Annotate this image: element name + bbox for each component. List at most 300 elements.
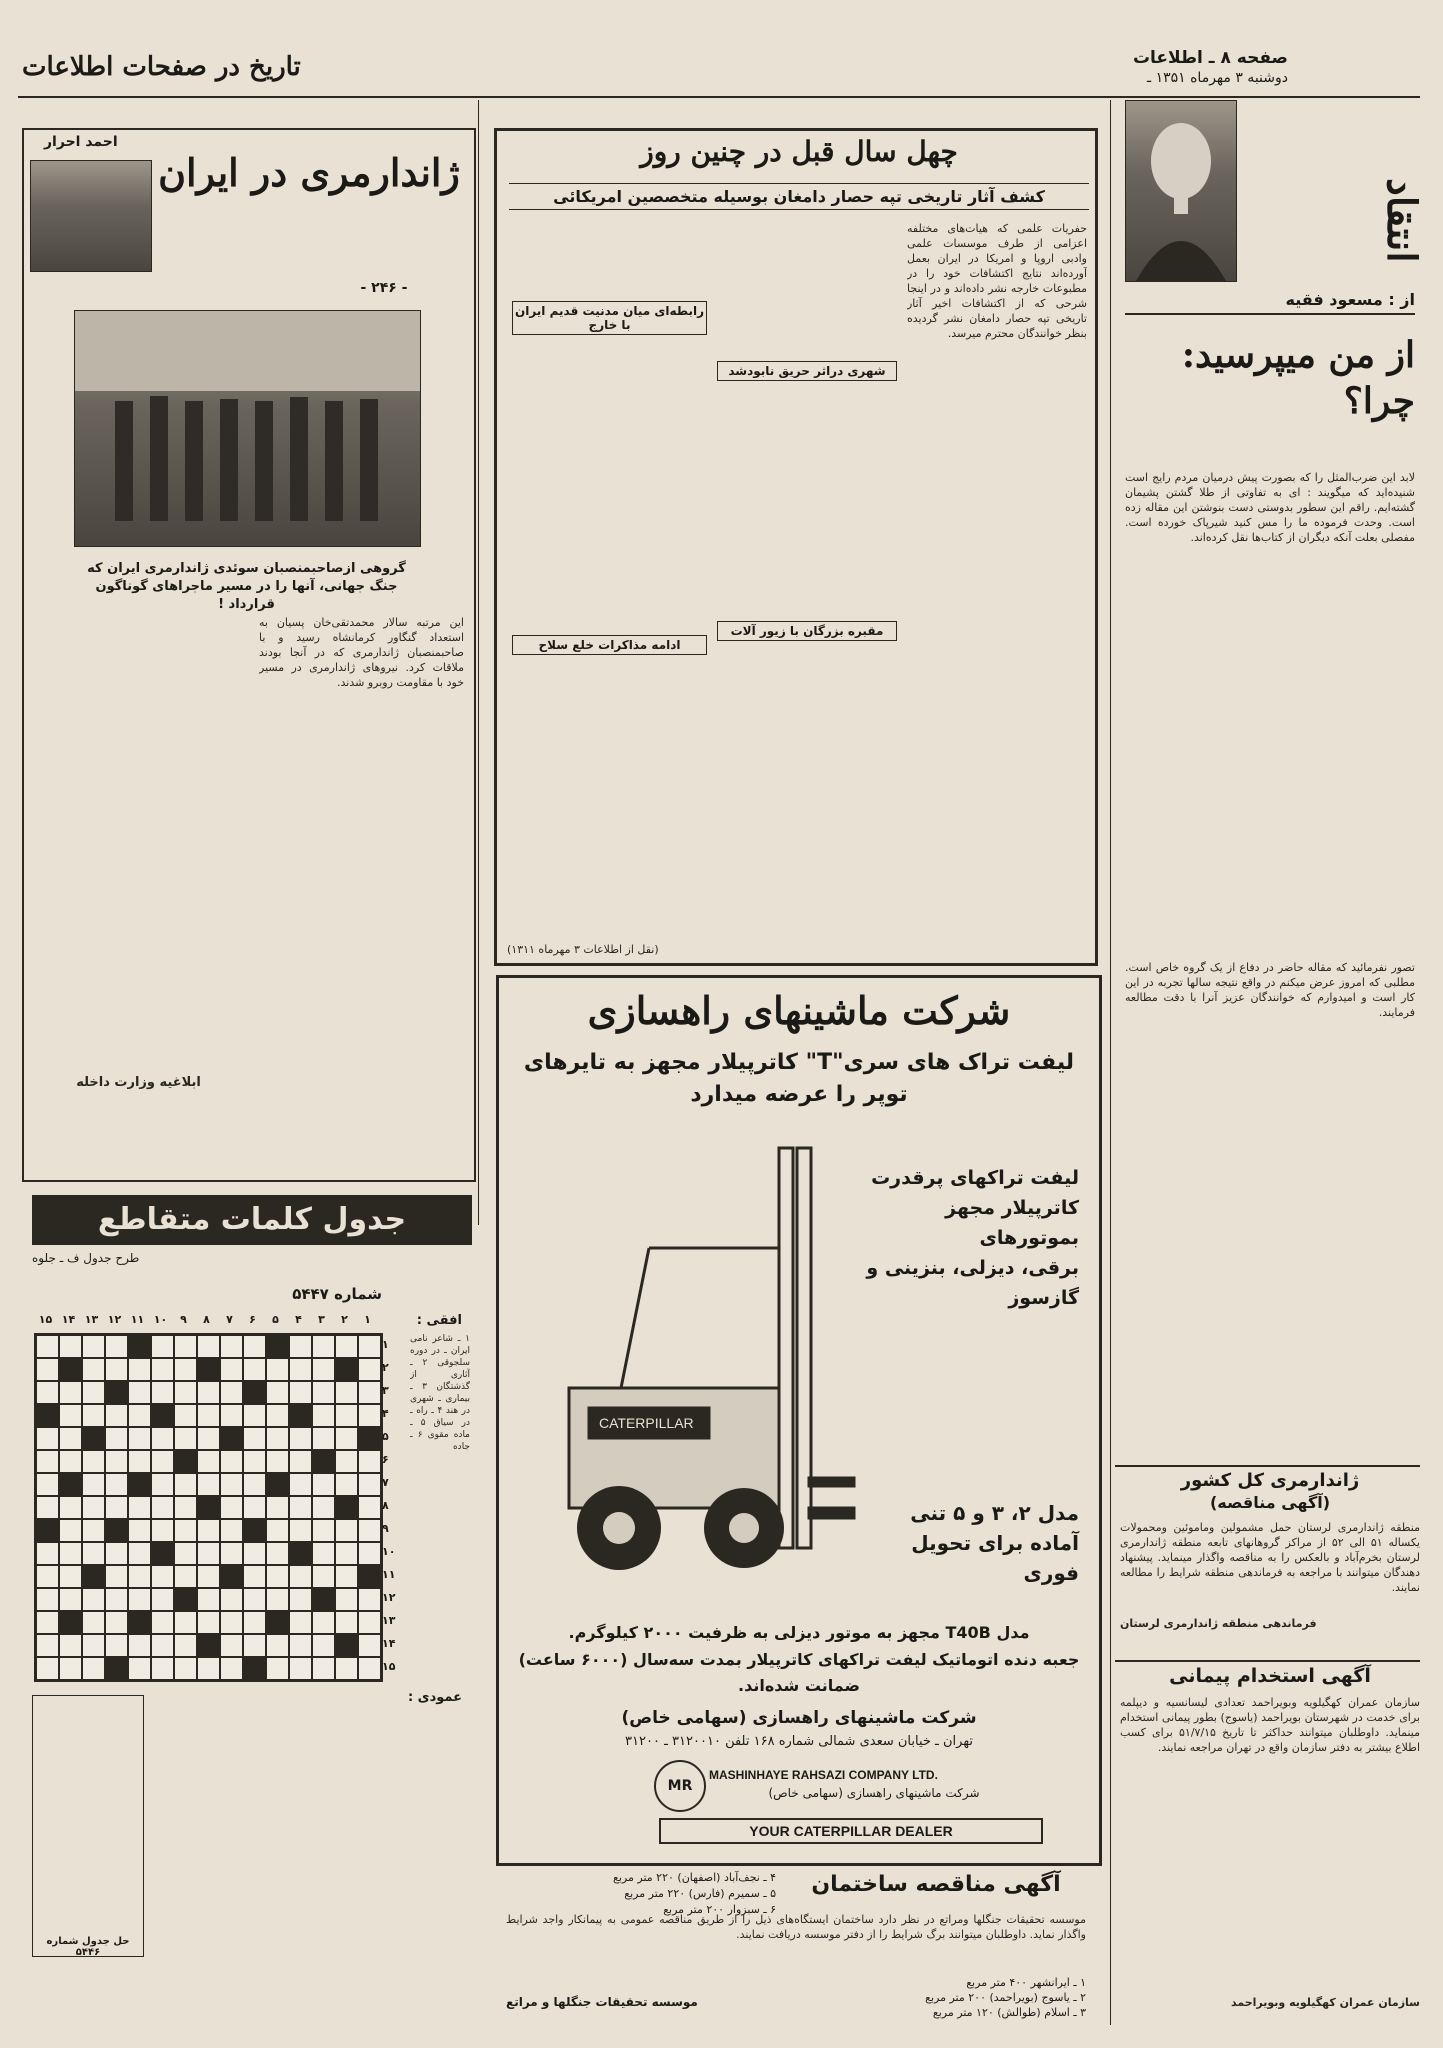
forklift-illustration: [529, 1128, 859, 1608]
critique-column: [1115, 100, 1425, 1460]
crossword-cell[interactable]: [312, 1519, 335, 1542]
ad-dealer: YOUR CATERPILLAR DEALER: [659, 1818, 1043, 1844]
crossword-col-number: ۱۵: [38, 1313, 53, 1326]
column-divider: [478, 100, 479, 1225]
crossword-black-cell: [266, 1473, 289, 1496]
forty-years-subhead: رابطه‌ای میان مدنیت قدیم ایران با خارج: [512, 301, 707, 335]
crossword-row-number: ۸: [382, 1499, 389, 1512]
crossword-black-cell: [197, 1634, 220, 1657]
crossword-black-cell: [151, 1542, 174, 1565]
crossword-cell[interactable]: [174, 1519, 197, 1542]
crossword-cell[interactable]: [59, 1542, 82, 1565]
critique-body-2: تصور نفرمائید که مقاله حاضر در دفاع از یک گروه خاص است. مطلبی که امروز عرض میکنم در واقع نتیجه سالها تجربه در این کار است و امیدوارم که خوانندگان عزیز آنرا با دقت مطالعه فرمایند.: [1125, 961, 1415, 1019]
crossword-cell[interactable]: [151, 1473, 174, 1496]
crossword-row-number: ۱۵: [382, 1660, 396, 1673]
crossword-cell[interactable]: [243, 1473, 266, 1496]
crossword-cell[interactable]: [358, 1381, 381, 1404]
crossword-cell[interactable]: [289, 1611, 312, 1634]
crossword-cell[interactable]: [151, 1427, 174, 1450]
soldiers-caption: گروهی ازصاحبمنصبان سوئدی ژاندارمری ایران که جنگ جهانی، آنها را در مسیر ماجراهای گوناگون قرارداد !: [87, 561, 406, 612]
crossword-cell[interactable]: [266, 1427, 289, 1450]
crossword-cell[interactable]: [197, 1542, 220, 1565]
crossword-cell[interactable]: [174, 1381, 197, 1404]
crossword-cell[interactable]: [105, 1588, 128, 1611]
crossword-cell[interactable]: [220, 1473, 243, 1496]
crossword-cell[interactable]: [151, 1381, 174, 1404]
crossword-cell[interactable]: [220, 1404, 243, 1427]
crossword-cell[interactable]: [174, 1404, 197, 1427]
crossword-cell[interactable]: [174, 1496, 197, 1519]
crossword-black-cell: [358, 1427, 381, 1450]
crossword-cell[interactable]: [128, 1519, 151, 1542]
crossword-cell[interactable]: [151, 1611, 174, 1634]
crossword-cell[interactable]: [197, 1588, 220, 1611]
crossword-cell[interactable]: [128, 1450, 151, 1473]
ad-persian-small: شرکت ماشینهای راهسازی (سهامی خاص): [768, 1786, 980, 1800]
crossword-cell[interactable]: [220, 1450, 243, 1473]
crossword-row-number: ۱۱: [382, 1568, 396, 1581]
crossword-cell[interactable]: [36, 1657, 59, 1680]
gendarmerie-title: ژاندارمری در ایران: [158, 150, 460, 195]
crossword-cell[interactable]: [36, 1496, 59, 1519]
crossword-cell[interactable]: [174, 1542, 197, 1565]
ad-logo-circle: MR: [654, 1760, 706, 1812]
solution-label: حل جدول شماره ۵۴۴۶: [46, 1936, 130, 1958]
crossword-row-number: ۱: [382, 1338, 389, 1351]
ad-gearbox: جعبه دنده اتوماتیک لیفت تراکهای کاترپیلار بمدت سه‌سال (۶۰۰۰ ساعت): [518, 1650, 1080, 1669]
section-rule: [1115, 1465, 1420, 1467]
crossword-cell[interactable]: [220, 1634, 243, 1657]
crossword-black-cell: [243, 1657, 266, 1680]
crossword-cell[interactable]: [151, 1450, 174, 1473]
crossword-cell[interactable]: [220, 1542, 243, 1565]
crossword-black-cell: [358, 1565, 381, 1588]
notice-body: منطقه ژاندارمری لرستان حمل مشمولین وماموئین ومحمولات یکساله ۵۱ الی ۵۲ از مراکز گروهانهای تابعه منطقه ژاندارمری لرستان بخرم‌آباد و بالعکس را به مناقصه واگذار مینماید. پیشنهاد دهندگان میتوانند با مراجعه به فرماندهی منطقه شرایط را مطالعه نمایند.: [1120, 1521, 1420, 1594]
crossword-cell[interactable]: [82, 1381, 105, 1404]
crossword-cell[interactable]: [358, 1404, 381, 1427]
ad-model-1: مدل ۲، ۳ و ۵ تنی: [910, 1501, 1079, 1525]
crossword-cell[interactable]: [243, 1565, 266, 1588]
crossword-cell[interactable]: [243, 1588, 266, 1611]
crossword-cell[interactable]: [312, 1427, 335, 1450]
crossword-cell[interactable]: [312, 1335, 335, 1358]
gendarmerie-body: این مرتبه سالار محمدتقی‌خان پسیان به استعداد گنگاور کرمانشاه رسید و با صاحبمنصبان ژاندارمری که در آنجا بودند ملاقات کرد. نیروهای ژاندارمری در مسیر خود با مقاومت روبرو شدند.: [259, 616, 464, 689]
crossword-cell[interactable]: [289, 1381, 312, 1404]
crossword-cell[interactable]: [220, 1496, 243, 1519]
crossword-cell[interactable]: [358, 1450, 381, 1473]
crossword-cell[interactable]: [36, 1542, 59, 1565]
crossword-cell[interactable]: [243, 1450, 266, 1473]
crossword-cell[interactable]: [266, 1381, 289, 1404]
tender-item: ۴ ـ نجف‌آباد (اصفهان) ۲۲۰ متر مربع: [613, 1871, 776, 1884]
crossword-cell[interactable]: [220, 1588, 243, 1611]
crossword-black-cell: [36, 1519, 59, 1542]
crossword-cell[interactable]: [289, 1565, 312, 1588]
crossword-cell[interactable]: [36, 1335, 59, 1358]
crossword-cell[interactable]: [105, 1565, 128, 1588]
crossword-grid[interactable]: [34, 1333, 383, 1682]
crossword-cell[interactable]: [151, 1335, 174, 1358]
crossword-row-numbers: [382, 1333, 402, 1678]
crossword-cell[interactable]: [151, 1519, 174, 1542]
soldiers-group-icon: [75, 311, 420, 546]
crossword-cell[interactable]: [312, 1634, 335, 1657]
crossword-black-cell: [197, 1496, 220, 1519]
crossword-cell[interactable]: [174, 1358, 197, 1381]
crossword-row-number: ۱۲: [382, 1591, 396, 1604]
crossword-cell[interactable]: [266, 1450, 289, 1473]
forty-years-subhead: مقبره بزرگان با زیور آلات: [717, 621, 897, 641]
crossword-cell[interactable]: [243, 1358, 266, 1381]
critique-headline-line2: چرا؟: [1343, 380, 1415, 422]
ad-feature-4: گازسوز: [1008, 1287, 1079, 1309]
crossword-cell[interactable]: [358, 1358, 381, 1381]
tender-body: موسسه تحقیقات جنگلها ومراتع در نظر دارد ساختمان ایستگاه‌های ذیل را از طریق مناقصه عمومی به پیمانکار واجد شرایط واگذار نماید. داوطلبان میتوانند برگ شرایط را از دفتر موسسه دریافت نمایند.: [506, 1913, 1086, 1941]
crossword-cell[interactable]: [335, 1542, 358, 1565]
crossword-cell[interactable]: [289, 1473, 312, 1496]
crossword-cell[interactable]: [197, 1519, 220, 1542]
forty-years-footer: (نقل از اطلاعات ۳ مهرماه ۱۳۱۱): [507, 943, 659, 956]
crossword-cell[interactable]: [243, 1634, 266, 1657]
crossword-cell[interactable]: [289, 1427, 312, 1450]
crossword-cell[interactable]: [82, 1404, 105, 1427]
across-label: افقی :: [416, 1313, 462, 1328]
ad-headline-1: لیفت تراک های سری"T" کاترپیلار مجهز به تایرهای: [523, 1050, 1075, 1075]
crossword-cell[interactable]: [197, 1381, 220, 1404]
gendarmerie-small-photo: [30, 160, 152, 272]
crossword-cell[interactable]: [335, 1404, 358, 1427]
crossword-cell[interactable]: [105, 1611, 128, 1634]
forty-years-subhead: ادامه مذاکرات خلع سلاح: [512, 635, 707, 655]
crossword-black-cell: [174, 1588, 197, 1611]
crossword-black-cell: [197, 1358, 220, 1381]
tender-item: ۲ ـ یاسوج (بویراحمد) ۲۰۰ متر مربع: [925, 1991, 1086, 2004]
tender-title: آگهی مناقصه ساختمان: [811, 1872, 1061, 1897]
crossword-cell[interactable]: [243, 1496, 266, 1519]
crossword-cell[interactable]: [82, 1588, 105, 1611]
section-rule: [1115, 1660, 1420, 1662]
crossword-cell[interactable]: [36, 1634, 59, 1657]
crossword-cell[interactable]: [128, 1358, 151, 1381]
crossword-cell[interactable]: [220, 1335, 243, 1358]
crossword-cell[interactable]: [266, 1657, 289, 1680]
crossword-cell[interactable]: [289, 1335, 312, 1358]
forty-years-col2: [717, 221, 897, 921]
crossword-cell[interactable]: [335, 1611, 358, 1634]
crossword-cell[interactable]: [59, 1565, 82, 1588]
date-line: دوشنبه ۳ مهرماه ۱۳۵۱ ـ: [1147, 70, 1288, 86]
gendarmerie-body-col2: [36, 615, 241, 1135]
crossword-cell[interactable]: [266, 1358, 289, 1381]
crossword-cell[interactable]: [59, 1404, 82, 1427]
crossword-black-cell: [82, 1565, 105, 1588]
crossword-cell[interactable]: [59, 1335, 82, 1358]
ad-features: [849, 1163, 1079, 1313]
crossword-cell[interactable]: [36, 1473, 59, 1496]
crossword-cell[interactable]: [82, 1358, 105, 1381]
crossword-black-cell: [105, 1381, 128, 1404]
ad-model: [859, 1498, 1079, 1588]
header-rule: [18, 96, 1420, 98]
crossword-cell[interactable]: [36, 1450, 59, 1473]
employment-signature: سازمان عمران کهگیلویه وبویراحمد: [1231, 1996, 1420, 2009]
crossword-black-cell: [151, 1404, 174, 1427]
crossword-cell[interactable]: [312, 1657, 335, 1680]
crossword-cell[interactable]: [197, 1611, 220, 1634]
crossword-solution: [32, 1695, 144, 1957]
crossword-cell[interactable]: [174, 1427, 197, 1450]
crossword-cell[interactable]: [82, 1519, 105, 1542]
crossword-cell[interactable]: [289, 1588, 312, 1611]
notice-subtitle: (آگهی مناقصه): [1209, 1493, 1331, 1512]
crossword-cell[interactable]: [197, 1657, 220, 1680]
ad-t40b: مدل T40B مجهز به موتور دیزلی به ظرفیت ۲۰۰۰ کیلوگرم.: [568, 1623, 1030, 1642]
ad-feature-3: برقی، دیزلی، بنزینی و: [866, 1257, 1079, 1279]
crossword-cell[interactable]: [59, 1381, 82, 1404]
crossword-cell[interactable]: [335, 1473, 358, 1496]
crossword-cell[interactable]: [197, 1335, 220, 1358]
crossword-cell[interactable]: [197, 1404, 220, 1427]
crossword-cell[interactable]: [128, 1588, 151, 1611]
crossword-cell[interactable]: [220, 1381, 243, 1404]
crossword-black-cell: [82, 1427, 105, 1450]
crossword-cell[interactable]: [335, 1381, 358, 1404]
crossword-black-cell: [312, 1450, 335, 1473]
crossword-cell[interactable]: [151, 1565, 174, 1588]
crossword-cell[interactable]: [105, 1496, 128, 1519]
crossword-cell[interactable]: [105, 1427, 128, 1450]
crossword-cell[interactable]: [335, 1657, 358, 1680]
tender-item: ۱ ـ ایرانشهر ۴۰۰ متر مربع: [966, 1976, 1086, 1989]
crossword-cell[interactable]: [128, 1496, 151, 1519]
crossword-cell[interactable]: [105, 1473, 128, 1496]
crossword-cell[interactable]: [220, 1611, 243, 1634]
crossword-col-number: ۳: [318, 1313, 325, 1326]
crossword-cell[interactable]: [197, 1427, 220, 1450]
crossword-cell[interactable]: [174, 1335, 197, 1358]
crossword-cell[interactable]: [36, 1611, 59, 1634]
crossword-cell[interactable]: [312, 1358, 335, 1381]
crossword-cell[interactable]: [128, 1657, 151, 1680]
crossword-cell[interactable]: [335, 1588, 358, 1611]
crossword-section: [22, 1195, 472, 2025]
crossword-cell[interactable]: [151, 1657, 174, 1680]
crossword-cell[interactable]: [128, 1542, 151, 1565]
crossword-black-cell: [266, 1335, 289, 1358]
crossword-black-cell: [59, 1611, 82, 1634]
crossword-cell[interactable]: [151, 1588, 174, 1611]
tender-item: ۶ ـ سبزوار ۲۰۰ متر مربع: [663, 1903, 776, 1916]
ad-guarantee: ضمانت شده‌اند.: [738, 1676, 860, 1695]
crossword-cell[interactable]: [174, 1473, 197, 1496]
crossword-cell[interactable]: [82, 1542, 105, 1565]
forty-years-box: [494, 128, 1098, 966]
crossword-cell[interactable]: [312, 1611, 335, 1634]
crossword-black-cell: [335, 1358, 358, 1381]
crossword-black-cell: [128, 1473, 151, 1496]
crossword-cell[interactable]: [220, 1358, 243, 1381]
crossword-cell[interactable]: [105, 1634, 128, 1657]
crossword-cell[interactable]: [174, 1634, 197, 1657]
crossword-black-cell: [243, 1519, 266, 1542]
crossword-cell[interactable]: [358, 1542, 381, 1565]
crossword-cell[interactable]: [82, 1473, 105, 1496]
crossword-col-number: ۱۰: [153, 1313, 168, 1326]
crossword-cell[interactable]: [335, 1335, 358, 1358]
crossword-cell[interactable]: [312, 1496, 335, 1519]
crossword-cell[interactable]: [82, 1634, 105, 1657]
crossword-cell[interactable]: [266, 1565, 289, 1588]
crossword-cell[interactable]: [59, 1657, 82, 1680]
crossword-cell[interactable]: [151, 1358, 174, 1381]
crossword-row-number: ۱۳: [382, 1614, 396, 1627]
crossword-cell[interactable]: [82, 1450, 105, 1473]
crossword-cell[interactable]: [151, 1496, 174, 1519]
tender-item: ۵ ـ سمیرم (فارس) ۲۲۰ متر مربع: [624, 1887, 776, 1900]
crossword-cell[interactable]: [289, 1634, 312, 1657]
crossword-cell[interactable]: [358, 1335, 381, 1358]
crossword-cell[interactable]: [243, 1427, 266, 1450]
crossword-col-number: ۹: [180, 1313, 187, 1326]
crossword-cell[interactable]: [243, 1335, 266, 1358]
crossword-cell[interactable]: [128, 1404, 151, 1427]
crossword-cell[interactable]: [312, 1404, 335, 1427]
crossword-cell[interactable]: [105, 1404, 128, 1427]
crossword-cell[interactable]: [105, 1450, 128, 1473]
crossword-cell[interactable]: [174, 1657, 197, 1680]
tender-items: [506, 1870, 776, 1918]
crossword-cell[interactable]: [105, 1358, 128, 1381]
crossword-cell[interactable]: [358, 1611, 381, 1634]
crossword-cell[interactable]: [243, 1542, 266, 1565]
crossword-black-cell: [243, 1381, 266, 1404]
crossword-cell[interactable]: [105, 1542, 128, 1565]
crossword-row-number: ۲: [382, 1361, 389, 1374]
crossword-clues: ۱ ـ شاعر نامی ایران ـ در دوره سلجوقی ۲ ـ آثاری از گذشتگان ۳ ـ بیماری ـ شهری در هند ۴ ـ راه ـ در سیاق ۵ ـ ماده مقوی ۶ ـ جاده: [410, 1334, 470, 1452]
crossword-cell[interactable]: [243, 1404, 266, 1427]
crossword-cell[interactable]: [82, 1335, 105, 1358]
crossword-cell[interactable]: [36, 1381, 59, 1404]
crossword-cell[interactable]: [36, 1358, 59, 1381]
crossword-cell[interactable]: [174, 1611, 197, 1634]
ad-latin-name: MASHINHAYE RAHSAZI COMPANY LTD.: [709, 1768, 938, 1782]
crossword-cell[interactable]: [358, 1519, 381, 1542]
crossword-cell[interactable]: [358, 1496, 381, 1519]
notice-title: ژاندارمری کل کشور: [1180, 1470, 1360, 1491]
crossword-cell[interactable]: [266, 1496, 289, 1519]
crossword-title: جدول کلمات متقاطع: [32, 1195, 472, 1245]
crossword-cell[interactable]: [82, 1657, 105, 1680]
crossword-cell[interactable]: [289, 1450, 312, 1473]
crossword-cell[interactable]: [128, 1381, 151, 1404]
crossword-cell[interactable]: [151, 1634, 174, 1657]
crossword-cell[interactable]: [82, 1611, 105, 1634]
crossword-col-number: ۱: [364, 1313, 371, 1326]
crossword-col-number: ۶: [249, 1313, 256, 1326]
crossword-cell[interactable]: [128, 1427, 151, 1450]
crossword-cell[interactable]: [197, 1565, 220, 1588]
crossword-cell[interactable]: [289, 1519, 312, 1542]
crossword-cell[interactable]: [312, 1542, 335, 1565]
crossword-cell[interactable]: [128, 1565, 151, 1588]
crossword-cell[interactable]: [36, 1588, 59, 1611]
crossword-cell[interactable]: [335, 1565, 358, 1588]
crossword-row-number: ۶: [382, 1453, 389, 1466]
ad-contact-name: شرکت ماشینهای راهسازی (سهامی خاص): [621, 1708, 977, 1728]
crossword-cell[interactable]: [358, 1657, 381, 1680]
crossword-cell[interactable]: [174, 1565, 197, 1588]
crossword-cell[interactable]: [358, 1588, 381, 1611]
crossword-cell[interactable]: [266, 1542, 289, 1565]
crossword-black-cell: [128, 1611, 151, 1634]
crossword-cell[interactable]: [59, 1496, 82, 1519]
crossword-cell[interactable]: [36, 1565, 59, 1588]
crossword-cell[interactable]: [289, 1496, 312, 1519]
crossword-cell[interactable]: [59, 1450, 82, 1473]
crossword-black-cell: [289, 1404, 312, 1427]
gendarmerie-number: - ۲۴۶ -: [360, 280, 408, 296]
critique-headline: [1125, 332, 1415, 424]
crossword-col-number: ۷: [226, 1313, 233, 1326]
employment-notice: [1120, 1665, 1420, 2020]
crossword-cell[interactable]: [266, 1404, 289, 1427]
crossword-cell[interactable]: [197, 1450, 220, 1473]
crossword-cell[interactable]: [335, 1427, 358, 1450]
crossword-cell[interactable]: [36, 1427, 59, 1450]
crossword-col-numbers: [34, 1313, 379, 1331]
crossword-cell[interactable]: [289, 1657, 312, 1680]
crossword-cell[interactable]: [289, 1358, 312, 1381]
crossword-row-number: ۱۰: [382, 1545, 396, 1558]
crossword-cell[interactable]: [59, 1519, 82, 1542]
crossword-cell[interactable]: [335, 1519, 358, 1542]
crossword-cell[interactable]: [358, 1634, 381, 1657]
gendarmerie-author: احمد احرار: [44, 134, 118, 150]
crossword-cell[interactable]: [59, 1427, 82, 1450]
crossword-cell[interactable]: [312, 1565, 335, 1588]
crossword-black-cell: [128, 1335, 151, 1358]
truck-brand-label: CATERPILLAR: [599, 1415, 694, 1431]
crossword-cell[interactable]: [220, 1519, 243, 1542]
crossword-black-cell: [266, 1611, 289, 1634]
crossword-cell[interactable]: [358, 1473, 381, 1496]
crossword-cell[interactable]: [82, 1496, 105, 1519]
crossword-black-cell: [335, 1634, 358, 1657]
crossword-cell[interactable]: [220, 1657, 243, 1680]
crossword-black-cell: [289, 1542, 312, 1565]
crossword-cell[interactable]: [335, 1450, 358, 1473]
ad-address: تهران ـ خیابان سعدی شمالی شماره ۱۶۸ تلفن ۳۱۲۰۰۱۰ ـ ۳۱۲۰۰: [625, 1734, 973, 1749]
crossword-cell[interactable]: [59, 1634, 82, 1657]
crossword-cell[interactable]: [312, 1473, 335, 1496]
crossword-cell[interactable]: [243, 1611, 266, 1634]
crossword-designer: طرح جدول ف ـ جلوه: [32, 1251, 140, 1265]
crossword-cell[interactable]: [59, 1588, 82, 1611]
tender-items-2: [786, 1975, 1086, 2020]
down-label: عمودی :: [407, 1690, 462, 1705]
soldiers-photo: [74, 310, 421, 547]
crossword-number: شماره ۵۴۴۷: [292, 1285, 382, 1303]
crossword-cell[interactable]: [128, 1634, 151, 1657]
crossword-cell[interactable]: [197, 1473, 220, 1496]
crossword-black-cell: [59, 1473, 82, 1496]
crossword-cell[interactable]: [266, 1634, 289, 1657]
crossword-cell[interactable]: [312, 1381, 335, 1404]
crossword-cell[interactable]: [105, 1335, 128, 1358]
crossword-cell[interactable]: [266, 1519, 289, 1542]
crossword-row-number: ۳: [382, 1384, 389, 1397]
crossword-cell[interactable]: [266, 1588, 289, 1611]
